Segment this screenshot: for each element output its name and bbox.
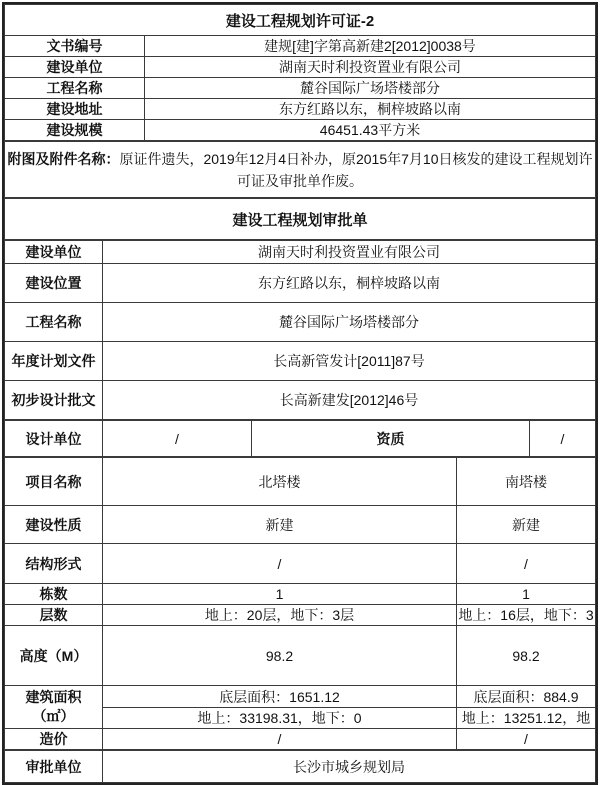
table-row (5, 120, 596, 141)
attachment-note (5, 142, 596, 198)
height-label: 高度（M） (5, 626, 103, 686)
height-north: 98.2 (103, 626, 457, 686)
table-row (5, 99, 596, 120)
structure-type-north: / (103, 544, 457, 584)
ground-floor-area-south: 底层面积：884.9 (457, 686, 596, 708)
cost-south: / (457, 729, 596, 750)
approver-label: 审批单位 (5, 751, 103, 783)
design-unit-row (5, 421, 596, 457)
design-unit-label: 设计单位 (5, 421, 103, 457)
approval-location-label: 建设位置 (5, 264, 103, 303)
address-label: 建设地址 (5, 99, 145, 120)
tower-compare-table (4, 457, 596, 750)
structure-type-south: / (457, 544, 596, 584)
approval-project-value: 麓谷国际广场塔楼部分 (103, 303, 596, 342)
approval-location-value: 东方红路以东，桐梓坡路以南 (103, 264, 596, 303)
floor-count-south: 地上：16层，地下：3 (457, 605, 596, 626)
permit-table (4, 4, 596, 141)
attachment-note-row (5, 142, 596, 198)
building-count-north: 1 (103, 584, 457, 605)
approver-table (4, 750, 596, 783)
design-unit-value: / (103, 421, 252, 457)
approver-row (5, 751, 596, 783)
table-row (5, 303, 596, 342)
attachment-note-label: 附图及附件名称： (7, 150, 120, 167)
floor-area-label-line2: （㎡） (32, 708, 75, 724)
builder-label: 建设单位 (5, 57, 145, 78)
table-row (5, 381, 596, 420)
ground-floor-area-north: 底层面积：1651.12 (103, 686, 457, 708)
build-nature-label: 建设性质 (5, 506, 103, 544)
item-name-label: 项目名称 (5, 458, 103, 506)
doc-number-value: 建规[建]字第高新建2[2012]0038号 (145, 36, 596, 57)
table-row (5, 264, 596, 303)
approval-title-row (5, 199, 596, 240)
table-row (5, 342, 596, 381)
build-nature-south: 新建 (457, 506, 596, 544)
item-name-north: 北塔楼 (103, 458, 457, 506)
approval-builder-value: 湖南天时利投资置业有限公司 (103, 241, 596, 264)
table-row (5, 57, 596, 78)
builder-value: 湖南天时利投资置业有限公司 (145, 57, 596, 78)
document-title: 建设工程规划许可证-2 (5, 5, 596, 36)
floor-count-label: 层数 (5, 605, 103, 626)
approval-project-label: 工程名称 (5, 303, 103, 342)
doc-number-label: 文书编号 (5, 36, 145, 57)
floor-count-north: 地上：20层，地下：3层 (103, 605, 457, 626)
table-row (5, 584, 596, 605)
levels-area-north: 地上：33198.31，地下：0 (103, 708, 457, 729)
scale-label: 建设规模 (5, 120, 145, 141)
approval-info-table (4, 240, 596, 420)
design-unit-table (4, 420, 596, 457)
approver-value: 长沙市城乡规划局 (103, 751, 596, 783)
table-row (5, 544, 596, 584)
attachment-note-table (4, 141, 596, 198)
floor-area-row (5, 686, 596, 708)
table-row (5, 458, 596, 506)
project-name-label: 工程名称 (5, 78, 145, 99)
address-value: 东方红路以东，桐梓坡路以南 (145, 99, 596, 120)
qualification-value: / (530, 421, 596, 457)
table-row (5, 241, 596, 264)
table-row (5, 605, 596, 626)
building-count-south: 1 (457, 584, 596, 605)
cost-row (5, 729, 596, 750)
levels-area-south: 地上：13251.12，地 (457, 708, 596, 729)
build-nature-north: 新建 (103, 506, 457, 544)
attachment-note-text: 原证件遗失，2019年12月4日补办，原2015年7月10日核发的建设工程规划许可证及审批单作废。 (119, 150, 593, 189)
scale-value: 46451.43平方米 (145, 120, 596, 141)
table-row (5, 78, 596, 99)
approval-sheet-title: 建设工程规划审批单 (5, 199, 596, 240)
cost-label: 造价 (5, 729, 103, 750)
approval-builder-label: 建设单位 (5, 241, 103, 264)
annual-plan-label: 年度计划文件 (5, 342, 103, 381)
project-name-value: 麓谷国际广场塔楼部分 (145, 78, 596, 99)
permit-title-row (5, 5, 596, 36)
permit-document (2, 2, 598, 785)
structure-type-label: 结构形式 (5, 544, 103, 584)
item-name-south: 南塔楼 (457, 458, 596, 506)
qualification-label: 资质 (252, 421, 530, 457)
annual-plan-value: 长高新管发计[2011]87号 (103, 342, 596, 381)
table-row (5, 626, 596, 686)
floor-area-label (5, 686, 103, 729)
floor-area-label-line1: 建筑面积 (25, 689, 82, 705)
preliminary-design-value: 长高新建发[2012]46号 (103, 381, 596, 420)
table-row (5, 506, 596, 544)
approval-header-table (4, 198, 596, 240)
building-count-label: 栋数 (5, 584, 103, 605)
preliminary-design-label: 初步设计批文 (5, 381, 103, 420)
height-south: 98.2 (457, 626, 596, 686)
cost-north: / (103, 729, 457, 750)
table-row (5, 36, 596, 57)
